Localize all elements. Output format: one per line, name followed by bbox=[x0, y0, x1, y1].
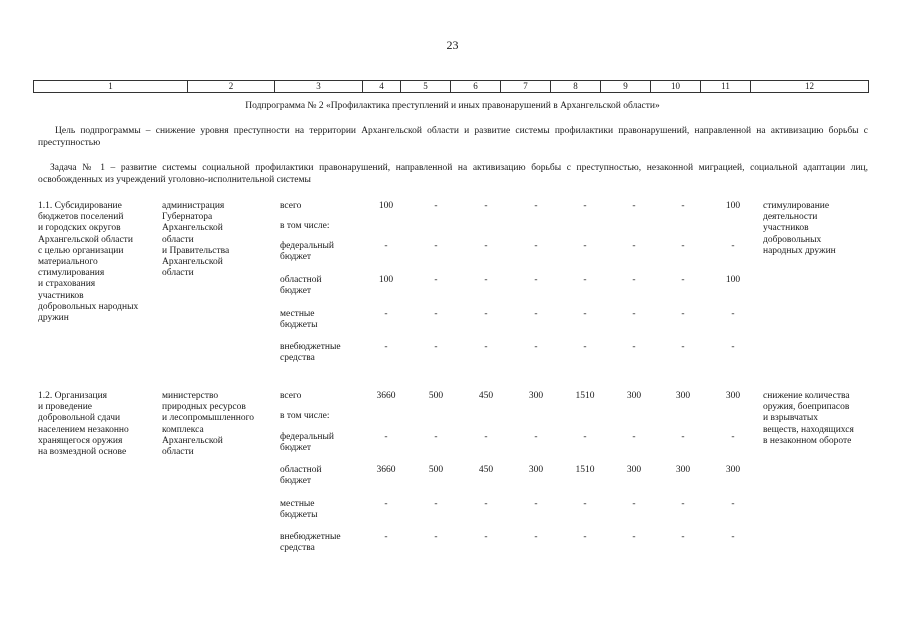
funding-value: - bbox=[434, 241, 438, 251]
funding-value: - bbox=[534, 275, 538, 285]
funding-value: - bbox=[632, 432, 636, 442]
funding-value: - bbox=[434, 309, 438, 319]
column-number: 7 bbox=[501, 81, 551, 92]
funding-value: - bbox=[632, 241, 636, 251]
funding-value: - bbox=[434, 532, 438, 542]
subprogram-title: Подпрограмма № 2 «Профилактика преступлений и иных правонарушений в Архангельской области» bbox=[245, 101, 660, 111]
funding-value: - bbox=[534, 532, 538, 542]
funding-source-local: местные бюджеты bbox=[280, 499, 318, 521]
goal-paragraph: Цель подпрограммы – снижение уровня преступности на территории Архангельской области и развитие системы профилактики правонарушений, направленной на активизацию борьбы с преступностью bbox=[38, 126, 868, 148]
page-number: 23 bbox=[446, 38, 459, 52]
column-number: 8 bbox=[551, 81, 601, 92]
funding-value: - bbox=[484, 241, 488, 251]
funding-value: - bbox=[434, 499, 438, 509]
funding-value: - bbox=[681, 432, 685, 442]
funding-value: 450 bbox=[478, 465, 494, 475]
funding-value: - bbox=[484, 275, 488, 285]
funding-value: - bbox=[681, 275, 685, 285]
funding-source-federal: федеральный бюджет bbox=[280, 432, 334, 454]
funding-value: - bbox=[731, 532, 735, 542]
column-number: 3 bbox=[275, 81, 363, 92]
funding-value: - bbox=[434, 432, 438, 442]
funding-value: - bbox=[434, 342, 438, 352]
funding-value: 300 bbox=[626, 465, 642, 475]
column-number: 9 bbox=[601, 81, 651, 92]
funding-value: - bbox=[534, 499, 538, 509]
funding-value: - bbox=[731, 241, 735, 251]
funding-value: - bbox=[583, 309, 587, 319]
funding-value: 500 bbox=[428, 465, 444, 475]
funding-value: - bbox=[583, 201, 587, 211]
funding-value: 300 bbox=[675, 465, 691, 475]
funding-value: 1510 bbox=[575, 391, 595, 401]
measure-name: 1.2. Организация и проведение добровольной сдачи населением незаконно хранящегося оружия на возмездной основе bbox=[38, 391, 129, 458]
funding-value: - bbox=[681, 499, 685, 509]
funding-value: - bbox=[534, 342, 538, 352]
funding-value: - bbox=[384, 499, 388, 509]
funding-value: - bbox=[681, 532, 685, 542]
funding-value: - bbox=[484, 201, 488, 211]
funding-value: - bbox=[583, 241, 587, 251]
funding-value: - bbox=[632, 309, 636, 319]
funding-source-regional: областной бюджет bbox=[280, 275, 322, 297]
funding-source-federal: федеральный бюджет bbox=[280, 241, 334, 263]
funding-value: 300 bbox=[675, 391, 691, 401]
funding-source-extrabudgetary: внебюджетные средства bbox=[280, 532, 341, 554]
funding-value: - bbox=[632, 532, 636, 542]
measure-executor: министерство природных ресурсов и лесопромышленного комплекса Архангельской области bbox=[162, 391, 255, 458]
funding-value: - bbox=[583, 432, 587, 442]
funding-value: - bbox=[384, 241, 388, 251]
funding-value: - bbox=[583, 275, 587, 285]
funding-value: - bbox=[731, 432, 735, 442]
funding-value: - bbox=[484, 432, 488, 442]
funding-value: 300 bbox=[626, 391, 642, 401]
column-number: 4 bbox=[363, 81, 401, 92]
funding-value: 300 bbox=[528, 465, 544, 475]
funding-source-local: местные бюджеты bbox=[280, 309, 318, 331]
funding-value: - bbox=[632, 342, 636, 352]
funding-value: - bbox=[384, 309, 388, 319]
funding-value: - bbox=[583, 499, 587, 509]
funding-value: 300 bbox=[725, 391, 741, 401]
funding-value: - bbox=[484, 342, 488, 352]
measure-executor: администрация Губернатора Архангельской области и Правительства Архангельской области bbox=[162, 201, 230, 279]
funding-value: - bbox=[384, 432, 388, 442]
funding-value: 100 bbox=[725, 201, 741, 211]
funding-value: - bbox=[534, 309, 538, 319]
funding-value: 100 bbox=[725, 275, 741, 285]
column-number: 2 bbox=[188, 81, 275, 92]
funding-value: - bbox=[434, 201, 438, 211]
funding-value: - bbox=[434, 275, 438, 285]
measure-expected-result: стимулирование деятельности участников добровольных народных дружин bbox=[763, 201, 836, 256]
funding-value: - bbox=[583, 342, 587, 352]
task-paragraph: Задача № 1 – развитие системы социальной профилактики правонарушений, направленной на активизацию борьбы с преступностью, незаконной миграцией, социальной адаптации лиц, освобожденных из учреждений уголовно-исполнительной системы bbox=[38, 163, 868, 185]
funding-value: 3660 bbox=[376, 391, 396, 401]
column-number: 11 bbox=[701, 81, 751, 92]
funding-value: 300 bbox=[725, 465, 741, 475]
funding-value: 3660 bbox=[376, 465, 396, 475]
funding-source-including: в том числе: bbox=[280, 221, 330, 231]
funding-value: - bbox=[632, 499, 636, 509]
funding-value: - bbox=[731, 499, 735, 509]
funding-value: 500 bbox=[428, 391, 444, 401]
funding-value: - bbox=[632, 201, 636, 211]
funding-value: - bbox=[681, 309, 685, 319]
funding-source-total: всего bbox=[280, 201, 302, 211]
funding-source-total: всего bbox=[280, 391, 302, 401]
funding-value: - bbox=[681, 241, 685, 251]
funding-value: - bbox=[534, 432, 538, 442]
funding-value: - bbox=[681, 342, 685, 352]
funding-value: - bbox=[484, 532, 488, 542]
funding-source-extrabudgetary: внебюджетные средства bbox=[280, 342, 341, 364]
funding-value: - bbox=[484, 309, 488, 319]
funding-value: - bbox=[632, 275, 636, 285]
funding-value: - bbox=[731, 342, 735, 352]
column-number: 6 bbox=[451, 81, 501, 92]
funding-value: - bbox=[384, 532, 388, 542]
measure-name: 1.1. Субсидирование бюджетов поселений и городских округов Архангельской области с целью организации материального стимулирования и страхования участников добровольных народных дружин bbox=[38, 201, 139, 324]
measure-expected-result: снижение количества оружия, боеприпасов и взрывчатых веществ, находящихся в незаконном обороте bbox=[763, 391, 854, 446]
funding-value: 300 bbox=[528, 391, 544, 401]
column-number: 12 bbox=[805, 81, 814, 91]
funding-value: 450 bbox=[478, 391, 494, 401]
funding-value: - bbox=[534, 201, 538, 211]
column-number-header bbox=[33, 80, 869, 93]
column-number: 10 bbox=[651, 81, 701, 92]
funding-value: 1510 bbox=[575, 465, 595, 475]
funding-value: 100 bbox=[378, 201, 394, 211]
funding-value: - bbox=[681, 201, 685, 211]
funding-value: - bbox=[731, 309, 735, 319]
funding-source-regional: областной бюджет bbox=[280, 465, 322, 487]
funding-value: - bbox=[484, 499, 488, 509]
funding-value: - bbox=[583, 532, 587, 542]
column-number: 5 bbox=[401, 81, 451, 92]
funding-source-including: в том числе: bbox=[280, 411, 330, 421]
funding-value: - bbox=[384, 342, 388, 352]
funding-value: - bbox=[534, 241, 538, 251]
funding-value: 100 bbox=[378, 275, 394, 285]
column-number: 1 bbox=[34, 81, 188, 92]
